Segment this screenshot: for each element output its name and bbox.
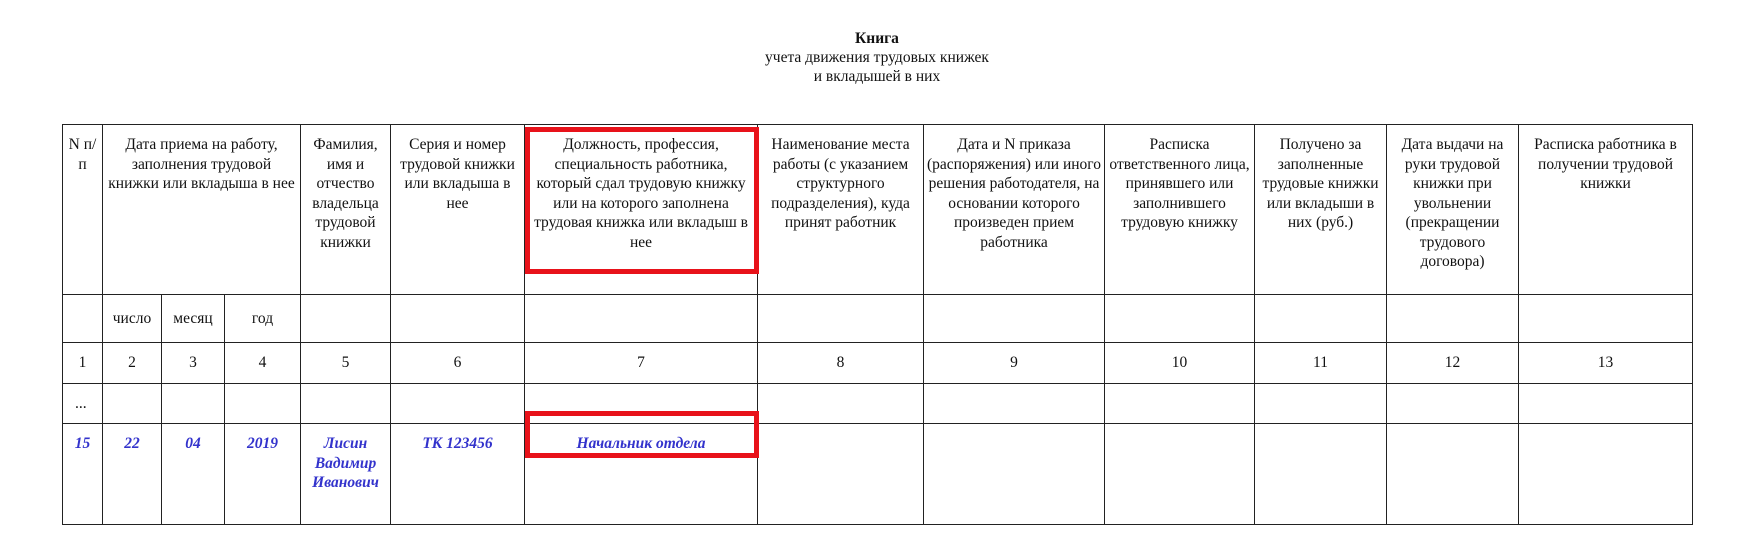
entry-full-name: Лисин Вадимир Иванович	[301, 424, 391, 525]
subheader-day: число	[103, 295, 162, 343]
entry-position: Начальник отдела	[525, 424, 758, 525]
subheader-empty	[1387, 295, 1519, 343]
entry-number: 15	[63, 424, 103, 525]
column-number: 3	[162, 343, 225, 384]
empty-cell	[758, 384, 924, 424]
column-number: 10	[1105, 343, 1255, 384]
empty-cell	[1105, 384, 1255, 424]
subheader-year: год	[225, 295, 301, 343]
subheader-empty	[1105, 295, 1255, 343]
header-workplace: Наименование места работы (с указанием структурного подразделения), куда принят работник	[758, 125, 924, 295]
empty-cell	[1105, 424, 1255, 525]
header-row	[63, 125, 1693, 295]
column-number: 8	[758, 343, 924, 384]
empty-cell	[924, 384, 1105, 424]
empty-cell	[525, 384, 758, 424]
header-book-series: Серия и номер трудовой книжки или вкладыша в нее	[391, 125, 525, 295]
column-number: 11	[1255, 343, 1387, 384]
empty-cell	[1255, 384, 1387, 424]
document-subtitle-line-1: учета движения трудовых книжек	[765, 49, 989, 66]
column-number: 13	[1519, 343, 1693, 384]
subheader-empty	[1519, 295, 1693, 343]
empty-cell	[924, 424, 1105, 525]
empty-cell	[1519, 424, 1693, 525]
column-number: 2	[103, 343, 162, 384]
ellipsis-row	[63, 384, 1693, 424]
column-number: 12	[1387, 343, 1519, 384]
column-number: 5	[301, 343, 391, 384]
empty-cell	[225, 384, 301, 424]
empty-cell	[1519, 384, 1693, 424]
column-number: 6	[391, 343, 525, 384]
column-number: 1	[63, 343, 103, 384]
entry-day: 22	[103, 424, 162, 525]
document-title: Книга	[855, 30, 899, 47]
subheader-empty	[391, 295, 525, 343]
register-table	[62, 124, 1693, 525]
header-number: N п/п	[63, 125, 103, 295]
header-full-name: Фамилия, имя и отчество владельца трудовой книжки	[301, 125, 391, 295]
empty-cell	[391, 384, 525, 424]
column-number: 7	[525, 343, 758, 384]
column-number: 9	[924, 343, 1105, 384]
ellipsis-cell: ...	[63, 384, 103, 424]
empty-cell	[1255, 424, 1387, 525]
empty-cell	[1387, 424, 1519, 525]
column-number: 4	[225, 343, 301, 384]
subheader-row	[63, 295, 1693, 343]
subheader-empty	[301, 295, 391, 343]
header-order: Дата и N приказа (распоряжения) или иного решения работодателя, на основании которого произведен прием работника	[924, 125, 1105, 295]
entry-row	[63, 424, 1693, 525]
entry-month: 04	[162, 424, 225, 525]
header-position: Должность, профессия, специальность работника, который сдал трудовую книжку или на которого заполнена трудовая книжка или вкладыш в нее	[525, 125, 758, 295]
subheader-empty	[63, 295, 103, 343]
header-employee-signature: Расписка работника в получении трудовой книжки	[1519, 125, 1693, 295]
subheader-empty	[924, 295, 1105, 343]
empty-cell	[301, 384, 391, 424]
entry-year: 2019	[225, 424, 301, 525]
document-subtitle-line-2: и вкладышей в них	[813, 68, 941, 85]
subheader-empty	[525, 295, 758, 343]
subheader-month: месяц	[162, 295, 225, 343]
empty-cell	[103, 384, 162, 424]
header-payment: Получено за заполненные трудовые книжки или вкладыши в них (руб.)	[1255, 125, 1387, 295]
empty-cell	[758, 424, 924, 525]
empty-cell	[1387, 384, 1519, 424]
subheader-empty	[1255, 295, 1387, 343]
column-number-row	[63, 343, 1693, 384]
document-title-block	[0, 29, 1754, 86]
header-receiver-signature: Расписка ответственного лица, принявшего или заполнившего трудовую книжку	[1105, 125, 1255, 295]
entry-book-series: ТК 123456	[391, 424, 525, 525]
header-hire-date: Дата приема на работу, заполнения трудовой книжки или вкладыша в нее	[103, 125, 301, 295]
empty-cell	[162, 384, 225, 424]
header-issue-date: Дата выдачи на руки трудовой книжки при увольнении (прекращении трудового договора)	[1387, 125, 1519, 295]
subheader-empty	[758, 295, 924, 343]
